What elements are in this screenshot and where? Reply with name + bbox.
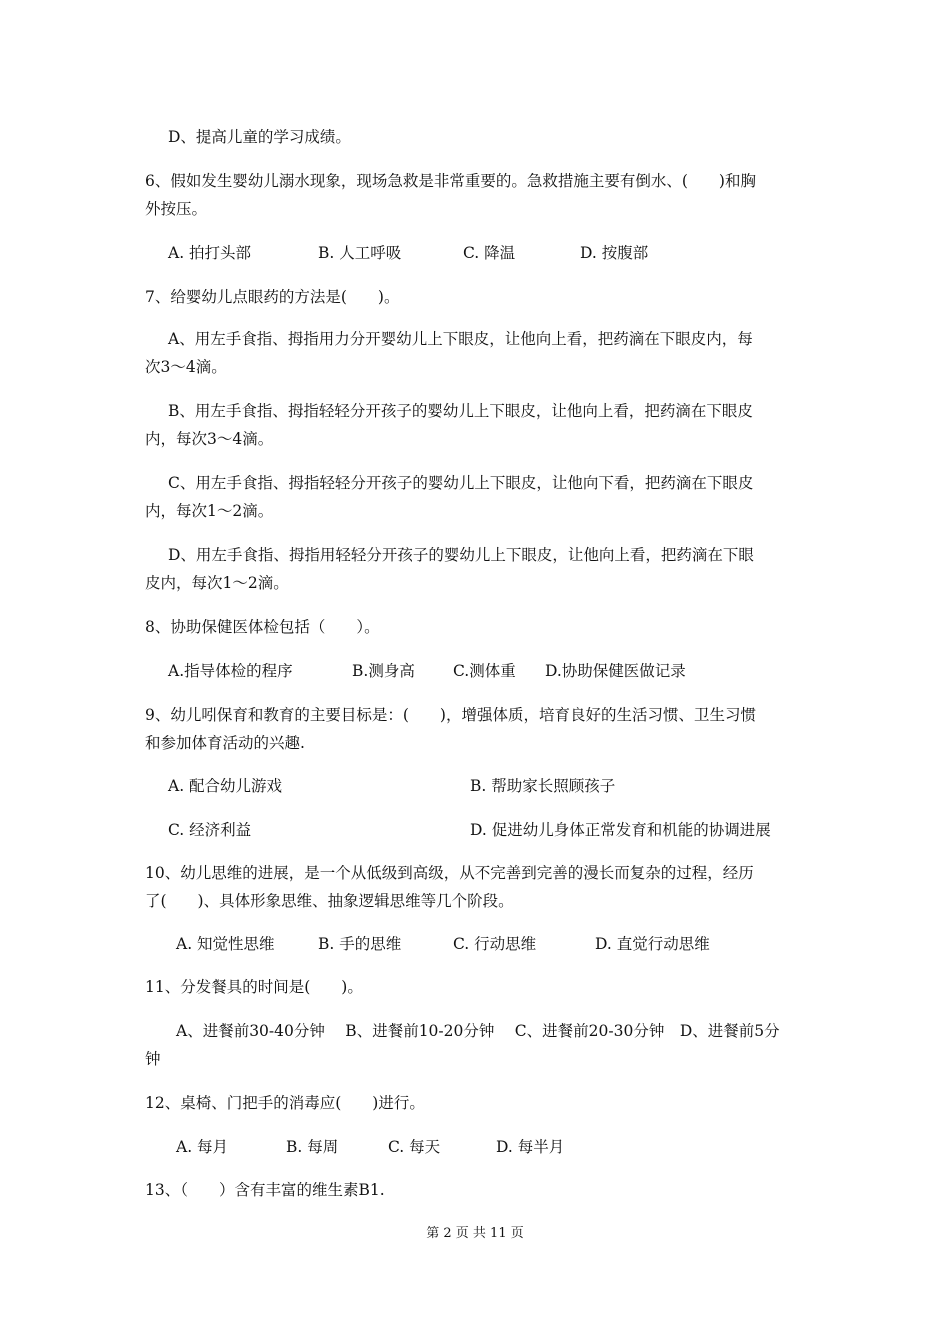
- q8-option-a: A.指导体检的程序: [168, 662, 293, 680]
- q11-stem: 11、分发餐具的时间是( )。: [145, 978, 363, 996]
- q11-options: A、进餐前30-40分钟 B、进餐前10-20分钟 C、进餐前20-30分钟 D、进餐前5分: [176, 1022, 780, 1040]
- q9-option-b: B. 帮助家长照顾孩子: [470, 777, 616, 795]
- q8-option-b: B.测身高: [352, 662, 415, 680]
- q10-stem-line2: 了( )、具体形象思维、抽象逻辑思维等几个阶段。: [145, 892, 514, 910]
- q12-stem: 12、桌椅、门把手的消毒应( )进行。: [145, 1094, 425, 1112]
- q5-option-d: D、提高儿童的学习成绩。: [168, 128, 351, 146]
- q9-option-d: D. 促进幼儿身体正常发育和机能的协调进展: [470, 821, 771, 839]
- q11-options-wrap: 钟: [145, 1050, 161, 1068]
- q9-stem-line1: 9、幼儿吲保育和教育的主要目标是：( )，增强体质，培育良好的生活习惯、卫生习惯: [145, 706, 756, 724]
- q10-option-c: C. 行动思维: [453, 935, 537, 953]
- q10-stem-line1: 10、幼儿思维的进展，是一个从低级到高级，从不完善到完善的漫长而复杂的过程，经历: [145, 864, 754, 882]
- q6-stem-line2: 外按压。: [145, 200, 208, 218]
- q7-option-c-line1: C、用左手食指、拇指轻轻分开孩子的婴幼儿上下眼皮，让他向下看，把药滴在下眼皮: [168, 474, 754, 492]
- q12-option-d: D. 每半月: [496, 1138, 565, 1156]
- q9-option-c: C. 经济利益: [168, 821, 252, 839]
- q12-option-a: A. 每月: [176, 1138, 229, 1156]
- q6-option-d: D. 按腹部: [580, 244, 649, 262]
- q7-option-c-line2: 内，每次1～2滴。: [145, 502, 274, 520]
- q7-option-a-line1: A、用左手食指、拇指用力分开婴幼儿上下眼皮，让他向上看，把药滴在下眼皮内，每: [168, 330, 753, 348]
- q7-option-d-line2: 皮内，每次1～2滴。: [145, 574, 289, 592]
- q8-option-c: C.测体重: [453, 662, 516, 680]
- q7-option-b-line2: 内，每次3～4滴。: [145, 430, 274, 448]
- q6-option-c: C. 降温: [463, 244, 516, 262]
- q10-option-d: D. 直觉行动思维: [595, 935, 710, 953]
- q12-option-c: C. 每天: [388, 1138, 441, 1156]
- q7-stem: 7、给婴幼儿点眼药的方法是( )。: [145, 288, 400, 306]
- q13-stem: 13、（ ）含有丰富的维生素B1.: [145, 1181, 385, 1199]
- q12-option-b: B. 每周: [286, 1138, 339, 1156]
- page-number-footer: 第 2 页 共 11 页: [426, 1226, 524, 1241]
- q9-stem-line2: 和参加体育活动的兴趣.: [145, 734, 305, 752]
- q7-option-b-line1: B、用左手食指、拇指轻轻分开孩子的婴幼儿上下眼皮，让他向上看，把药滴在下眼皮: [168, 402, 753, 420]
- q7-option-d-line1: D、用左手食指、拇指用轻轻分开孩子的婴幼儿上下眼皮，让他向上看，把药滴在下眼: [168, 546, 754, 564]
- q10-option-b: B. 手的思维: [318, 935, 402, 953]
- q6-option-b: B. 人工呼吸: [318, 244, 402, 262]
- q8-option-d: D.协助保健医做记录: [545, 662, 686, 680]
- q9-option-a: A. 配合幼儿游戏: [168, 777, 283, 795]
- q6-option-a: A. 拍打头部: [168, 244, 252, 262]
- q10-option-a: A. 知觉性思维: [176, 935, 275, 953]
- q8-stem: 8、协助保健医体检包括（ ）。: [145, 618, 380, 636]
- q6-stem-line1: 6、假如发生婴幼儿溺水现象，现场急救是非常重要的。急救措施主要有倒水、( )和胸: [145, 172, 756, 190]
- q7-option-a-line2: 次3～4滴。: [145, 358, 227, 376]
